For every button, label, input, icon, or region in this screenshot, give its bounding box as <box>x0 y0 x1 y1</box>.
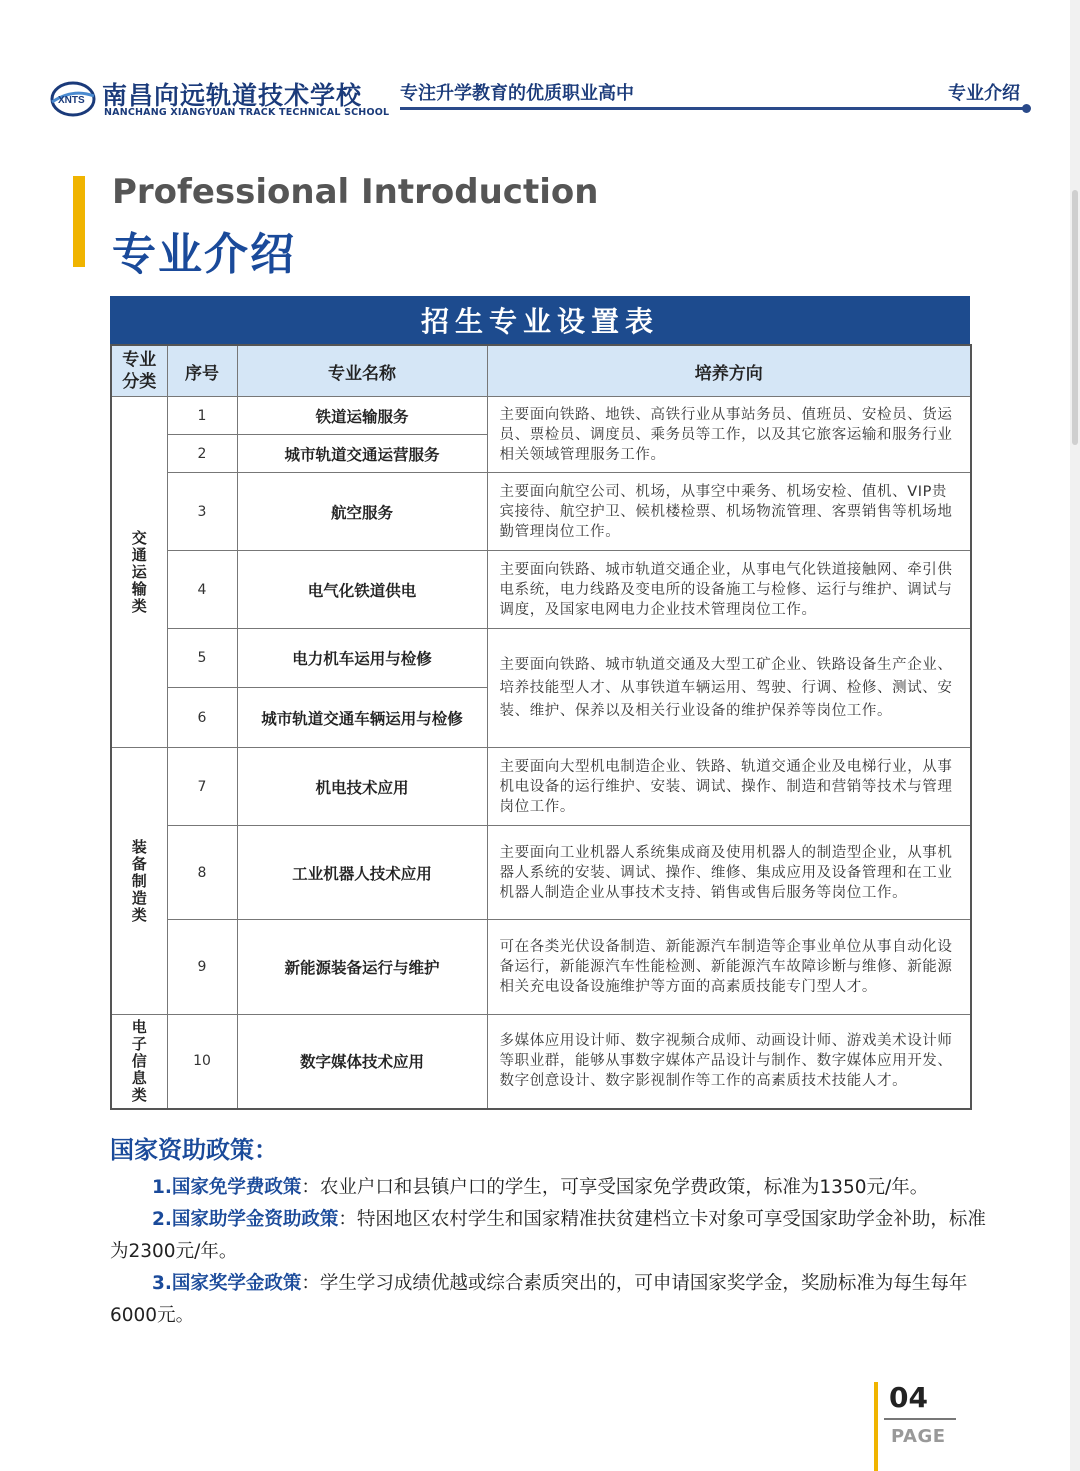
program-table <box>110 296 970 1110</box>
table-row <box>111 629 971 688</box>
table-row <box>111 1015 971 1109</box>
table-row <box>111 473 971 551</box>
category-cell: 电子信息类 <box>111 1015 167 1109</box>
header-divider <box>400 107 1025 110</box>
program-name: 数字媒体技术应用 <box>237 1015 487 1109</box>
row-number: 7 <box>167 748 237 826</box>
program-direction: 主要面向铁路、城市轨道交通企业，从事电气化铁道接触网、牵引供电系统，电力线路及变电所的设备施工与检修、运行与维护、调试与调度，及国家电网电力企业技术管理岗位工作。 <box>487 551 971 629</box>
header-number: 序号 <box>167 345 237 397</box>
page-number-divider <box>884 1418 956 1420</box>
row-number: 9 <box>167 920 237 1015</box>
table-title: 招生专业设置表 <box>110 296 970 344</box>
policy-text: ：特困地区农村学生和国家精准扶贫建档立卡对象可享受国家助学金补助，标准为2300元/年。 <box>110 1209 986 1262</box>
policy-label: 2.国家助学金资助政策 <box>152 1209 339 1230</box>
page-label: PAGE <box>891 1426 946 1447</box>
program-name: 城市轨道交通车辆运用与检修 <box>237 688 487 748</box>
header-direction: 培养方向 <box>487 345 971 397</box>
header-slogan: 专注升学教育的优质职业高中 <box>400 83 634 104</box>
program-name: 新能源装备运行与维护 <box>237 920 487 1015</box>
row-number: 2 <box>167 435 237 473</box>
program-name: 铁道运输服务 <box>237 397 487 435</box>
policy-item <box>110 1172 990 1204</box>
svg-text:XNTS: XNTS <box>58 95 85 106</box>
category-cell: 交通运输类 <box>111 397 167 748</box>
table-row <box>111 551 971 629</box>
school-name-cn: 南昌向远轨道技术学校 <box>102 81 363 110</box>
table-row <box>111 826 971 920</box>
title-accent-bar <box>73 176 85 267</box>
page-title-cn: 专业介绍 <box>112 229 296 280</box>
policy-title: 国家资助政策： <box>110 1136 278 1164</box>
program-name: 电气化铁道供电 <box>237 551 487 629</box>
category-cell: 装备制造类 <box>111 748 167 1015</box>
header-section-label: 专业介绍 <box>948 83 1020 104</box>
program-direction: 主要面向铁路、城市轨道交通及大型工矿企业、铁路设备生产企业、培养技能型人才、从事铁道车辆运用、驾驶、行调、检修、测试、安装、维护、保养以及相关行业设备的维护保养等岗位工作。 <box>487 629 971 748</box>
policy-text: ：学生学习成绩优越或综合素质突出的，可申请国家奖学金，奖励标准为每生每年6000元。 <box>110 1273 968 1326</box>
header-divider-dot <box>1022 104 1031 113</box>
header-category: 专业分类 <box>111 345 167 397</box>
page-number: 04 <box>889 1381 928 1414</box>
row-number: 10 <box>167 1015 237 1109</box>
page-title-en: Professional Introduction <box>112 172 599 212</box>
table-header-row <box>111 345 971 397</box>
program-direction: 主要面向大型机电制造企业、铁路、轨道交通企业及电梯行业，从事机电设备的运行维护、安装、调试、操作、制造和营销等技术与管理岗位工作。 <box>487 748 971 826</box>
policy-label: 3.国家奖学金政策 <box>152 1273 302 1294</box>
program-name: 城市轨道交通运营服务 <box>237 435 487 473</box>
program-direction: 主要面向铁路、地铁、高铁行业从事站务员、值班员、安检员、货运员、票检员、调度员、乘务员等工作，以及其它旅客运输和服务行业相关领域管理服务工作。 <box>487 397 971 473</box>
program-direction: 多媒体应用设计师、数字视频合成师、动画设计师、游戏美术设计师等职业群，能够从事数字媒体产品设计与制作、数字媒体应用开发、数字创意设计、数字影视制作等工作的高素质技术技能人才。 <box>487 1015 971 1109</box>
program-grid <box>110 344 972 1110</box>
school-name-en: NANCHANG XIANGYUAN TRACK TECHNICAL SCHOOL <box>104 107 390 118</box>
program-name: 机电技术应用 <box>237 748 487 826</box>
row-number: 8 <box>167 826 237 920</box>
row-number: 4 <box>167 551 237 629</box>
scrollbar-thumb[interactable] <box>1072 190 1078 445</box>
policy-text: ：农业户口和县镇户口的学生，可享受国家免学费政策，标准为1350元/年。 <box>301 1177 929 1198</box>
table-row <box>111 920 971 1015</box>
program-name: 航空服务 <box>237 473 487 551</box>
table-row <box>111 397 971 435</box>
program-name: 工业机器人技术应用 <box>237 826 487 920</box>
policy-item <box>110 1204 990 1268</box>
row-number: 3 <box>167 473 237 551</box>
table-row <box>111 748 971 826</box>
policy-item <box>110 1268 990 1332</box>
page-number-accent <box>874 1382 878 1471</box>
program-direction: 主要面向航空公司、机场，从事空中乘务、机场安检、值机、VIP贵宾接待、航空护卫、候机楼检票、机场物流管理、客票销售等机场地勤管理岗位工作。 <box>487 473 971 551</box>
program-name: 电力机车运用与检修 <box>237 629 487 688</box>
school-logo-icon <box>50 80 96 118</box>
program-direction: 可在各类光伏设备制造、新能源汽车制造等企事业单位从事自动化设备运行，新能源汽车性能检测、新能源汽车故障诊断与维修、新能源相关充电设备设施维护等方面的高素质技能专门型人才。 <box>487 920 971 1015</box>
row-number: 1 <box>167 397 237 435</box>
row-number: 5 <box>167 629 237 688</box>
policy-label: 1.国家免学费政策 <box>152 1177 302 1198</box>
row-number: 6 <box>167 688 237 748</box>
page-header <box>50 70 1030 120</box>
header-name: 专业名称 <box>237 345 487 397</box>
program-direction: 主要面向工业机器人系统集成商及使用机器人的制造型企业，从事机器人系统的安装、调试、操作、维修、集成应用及设备管理和在工业机器人制造企业从事技术支持、销售或售后服务等岗位工作。 <box>487 826 971 920</box>
